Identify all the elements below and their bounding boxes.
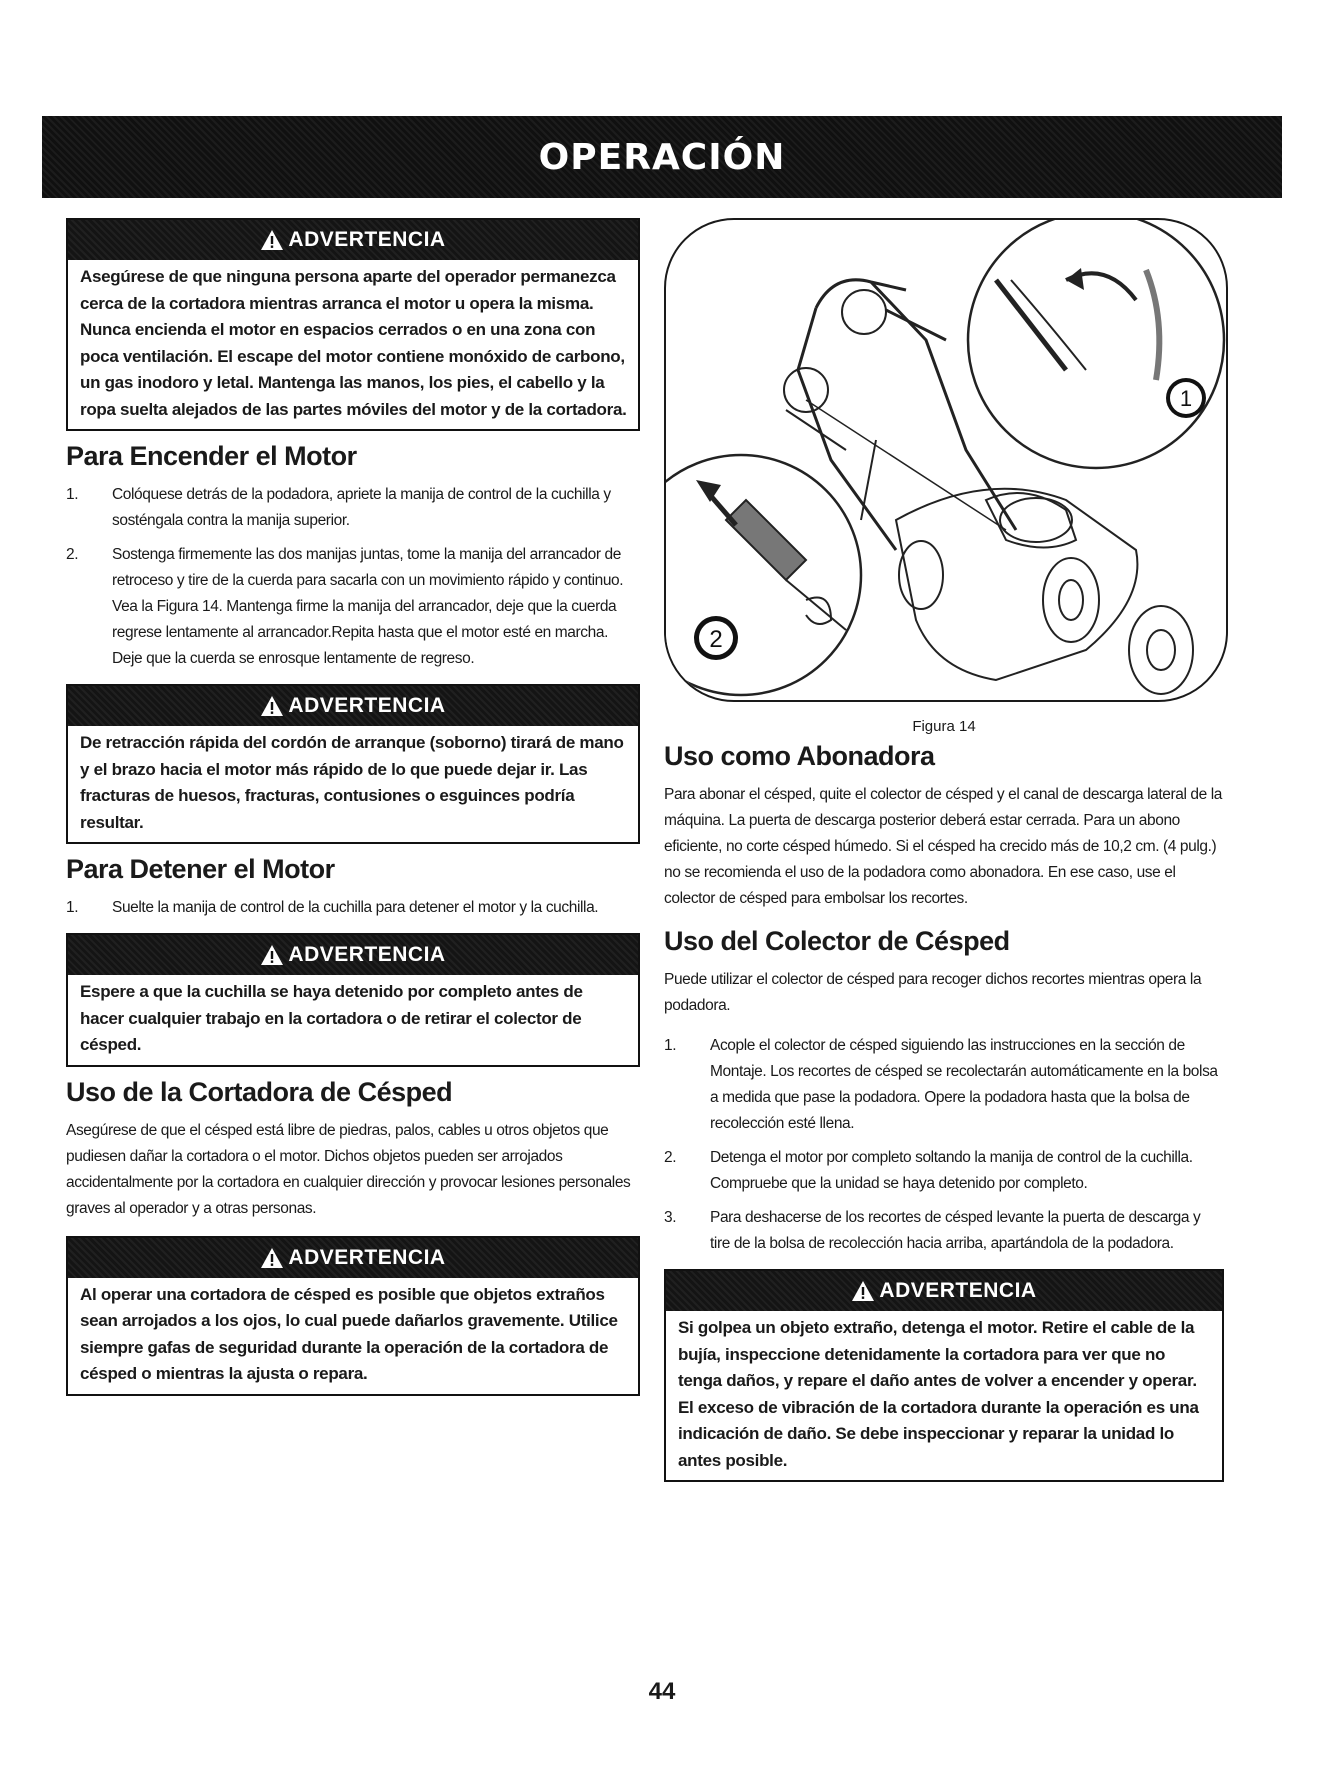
warning-triangle-icon: [260, 1247, 284, 1269]
warning-label: ADVERTENCIA: [288, 1245, 446, 1269]
section-title-abonadora: Uso como Abonadora: [664, 741, 935, 771]
warning-text: Asegúrese de que ninguna persona aparte del operador permanezca cerca de la cortadora mientras arranca el motor u opera la misma. Nunca encienda el motor en espacios cerrados o en una zona con poca ventilación. El escape del motor contiene monóxido de carbono, un gas inodoro y letal. Mantenga las manos, los pies, el cabello y la ropa suelta alejados de las partes móviles del motor y de la cortadora.: [80, 267, 627, 419]
list-item: [66, 482, 640, 534]
right-column: [664, 218, 1224, 1492]
list-item: [664, 1205, 1224, 1257]
step-number: 1.: [664, 1037, 677, 1054]
list-item: [664, 1145, 1224, 1197]
step-text: Detenga el motor por completo soltando la manija de control de la cuchilla. Compruebe que la unidad se haya detenido por completo.: [710, 1149, 1193, 1192]
warning-box: [66, 218, 640, 431]
step-number: 3.: [664, 1209, 677, 1226]
warning-label: ADVERTENCIA: [288, 228, 446, 251]
warning-triangle-icon: [260, 944, 284, 966]
callout-2: [694, 616, 738, 660]
warning-label: ADVERTENCIA: [288, 694, 446, 717]
list-item: [66, 542, 640, 672]
warning-triangle-icon: [851, 1280, 875, 1302]
callout-2-label: 2: [709, 626, 723, 653]
section-title-encender: Para Encender el Motor: [66, 441, 357, 471]
step-number: 1.: [66, 486, 79, 503]
paragraph-abonadora: Para abonar el césped, quite el colector de césped y el canal de descarga lateral de la máquina. La puerta de descarga posterior deberá estar cerrada. Para un abono eficiente, no corte césped húmedo. Si el césped ha crecido más de 10,2 cm. (4 pulg.) no se recomienda el uso de la podadora como abonadora. En ese caso, use el colector de césped para embolsar los recortes.: [664, 786, 1223, 907]
list-item: [664, 1033, 1224, 1137]
warning-label: ADVERTENCIA: [288, 943, 446, 966]
step-number: 2.: [664, 1149, 677, 1166]
warning-header: [666, 1271, 1222, 1311]
warning-text: Si golpea un objeto extraño, detenga el motor. Retire el cable de la bujía, inspeccione detenidamente la cortadora para ver que no tenga daños, y repare el daño antes de volver a encender y operar. El exceso de vibración de la cortadora durante la operación es una indicación de daño. Se debe inspeccionar y reparar la unidad lo antes posible.: [678, 1318, 1199, 1470]
step-text: Acople el colector de césped siguiendo las instrucciones en la sección de Montaje. Los recortes de césped se recolectarán automáticamente en la bolsa a medida que pase la podadora. Opere la podadora hasta que la bolsa de recolección esté llena.: [710, 1037, 1218, 1132]
paragraph-cortadora: Asegúrese de que el césped está libre de piedras, palos, cables u otros objetos que pudiesen dañar la cortadora o el motor. Dichos objetos pueden ser arrojados accidentalmente por la cortadora en cualquier dirección y provocar lesiones personales graves al operador y a otras personas.: [66, 1121, 631, 1217]
page-number: 44: [648, 1678, 676, 1705]
section-title-detener: Para Detener el Motor: [66, 854, 335, 884]
mower-illustration: [666, 220, 1226, 700]
steps-encender: [66, 482, 640, 672]
figure-14: [664, 218, 1228, 702]
warning-label: ADVERTENCIA: [879, 1279, 1037, 1302]
step-text: Suelte la manija de control de la cuchilla para detener el motor y la cuchilla.: [112, 899, 599, 916]
figure-caption: Figura 14: [912, 718, 976, 735]
warning-text: De retracción rápida del cordón de arranque (soborno) tirará de mano y el brazo hacia el motor más rápido de lo que puede dejar ir. Las fracturas de huesos, fracturas, contusiones o esguinces podría resultar.: [80, 733, 624, 832]
section-title-colector: Uso del Colector de Césped: [664, 926, 1010, 956]
step-text: Para deshacerse de los recortes de césped levante la puerta de descarga y tire de la bolsa de recolección hacia arriba, apartándola de la podadora.: [710, 1209, 1201, 1252]
warning-text: Al operar una cortadora de césped es posible que objetos extraños sean arrojados a los ojos, lo cual puede dañarlos gravemente. Utilice siempre gafas de seguridad durante la operación de la cortadora de césped o mientras la ajusta o repara.: [80, 1284, 618, 1383]
warning-box: [66, 933, 640, 1067]
warning-box: [66, 684, 640, 844]
warning-triangle-icon: [260, 229, 284, 251]
section-title-cortadora: Uso de la Cortadora de Césped: [66, 1076, 453, 1107]
step-text: Sostenga firmemente las dos manijas juntas, tome la manija del arrancador de retroceso y tire de la cuerda para sacarla con un movimiento rápido y continuo. Vea la Figura 14. Mantenga firme la manija del arrancador, deje que la cuerda regrese lentamente al arrancador.Repita hasta que el motor esté en marcha. Deje que la cuerda se enrosque lentamente de regreso.: [112, 546, 624, 667]
callout-1: [1166, 378, 1206, 418]
page-title: OPERACIÓN: [538, 136, 786, 178]
warning-box: [664, 1269, 1224, 1482]
callout-1-label: 1: [1179, 386, 1193, 411]
warning-header: [68, 686, 638, 726]
warning-header: [68, 935, 638, 975]
list-item: [66, 895, 640, 921]
steps-detener: [66, 895, 640, 921]
left-column: [66, 218, 640, 1406]
warning-header: [68, 220, 638, 260]
step-number: 2.: [66, 546, 79, 563]
warning-header: [68, 1238, 638, 1278]
warning-text: Espere a que la cuchilla se haya detenido por completo antes de hacer cualquier trabajo en la cortadora o de retirar el colector de césped.: [80, 982, 583, 1054]
section-banner: [42, 116, 1282, 198]
step-text: Colóquese detrás de la podadora, apriete la manija de control de la cuchilla y sosténgala contra la manija superior.: [112, 486, 611, 529]
warning-triangle-icon: [260, 695, 284, 717]
steps-colector: [664, 1033, 1224, 1257]
warning-box: [66, 1236, 640, 1396]
paragraph-colector: Puede utilizar el colector de césped para recoger dichos recortes mientras opera la podadora.: [664, 971, 1202, 1014]
step-number: 1.: [66, 899, 79, 916]
